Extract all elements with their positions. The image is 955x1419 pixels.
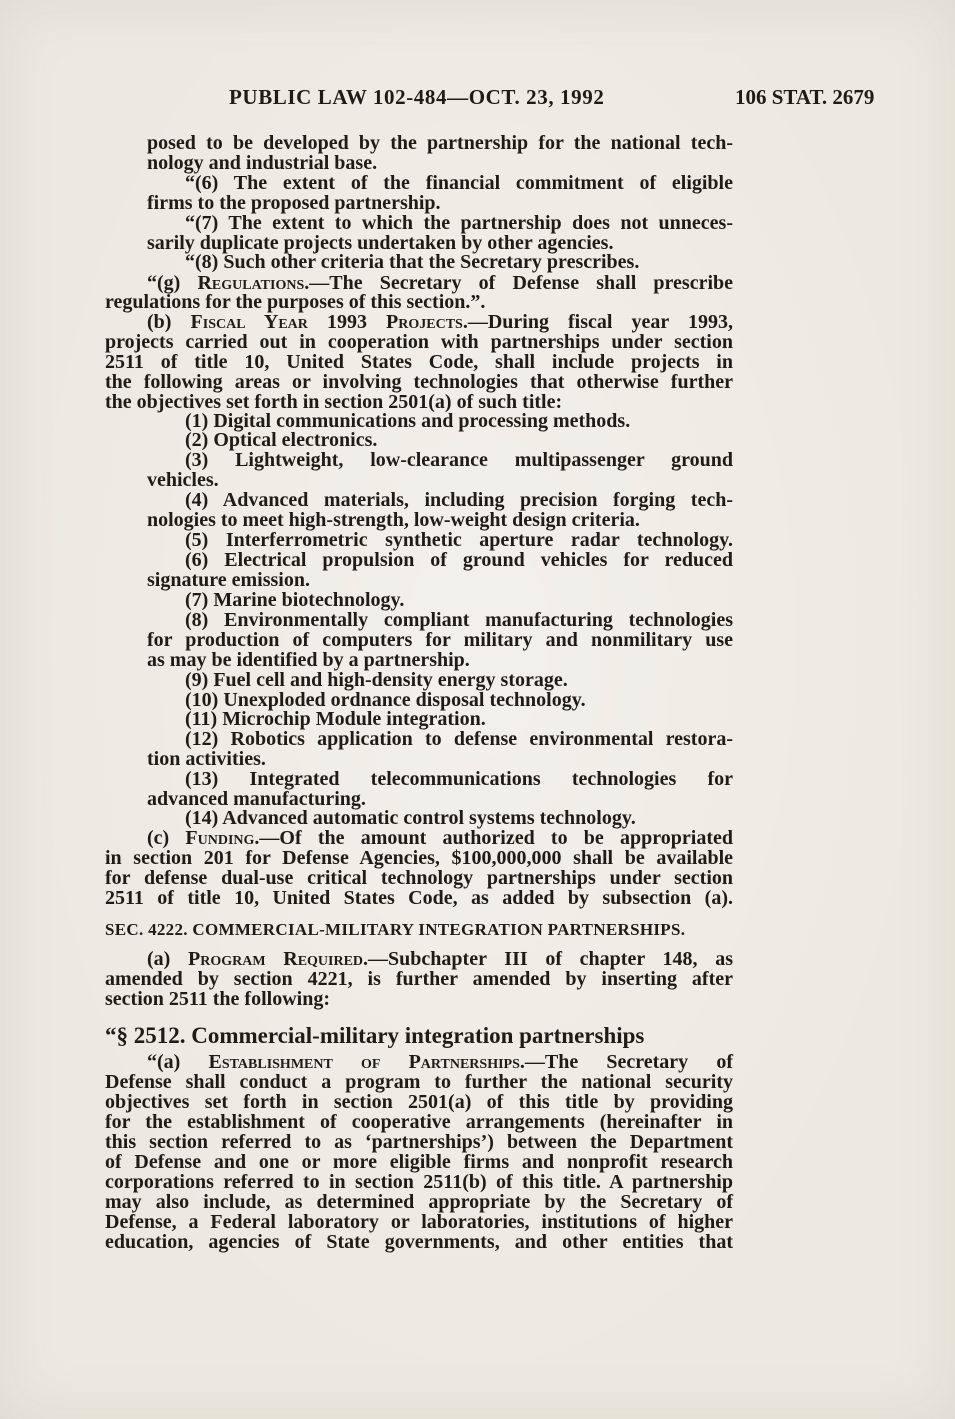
text-line: posed to be developed by the partnership for the national tech- <box>147 132 733 154</box>
text-line: the following areas or involving technologies that otherwise further <box>105 371 733 393</box>
text-line: tion activities. <box>147 748 266 770</box>
text-line: amended by section 4221, is further amended by inserting after <box>105 968 733 990</box>
subsection-heading: Establishment of Partnerships <box>208 1051 520 1073</box>
text-run: .—The Secretary of <box>519 1051 733 1073</box>
text-line: advanced manufacturing. <box>147 788 366 810</box>
text-line <box>147 1052 733 1072</box>
text-line: of Defense and one or more eligible firms and nonprofit research <box>105 1151 733 1173</box>
subsection-designator: “(g) <box>147 272 198 294</box>
text-line <box>147 273 733 293</box>
text-run: .—Subchapter III of chapter 148, as <box>363 948 733 970</box>
text-line: (13) Integrated telecommunications technologies for <box>185 768 733 790</box>
text-line: Defense, a Federal laboratory or laboratories, institutions of higher <box>105 1211 733 1233</box>
text-line: “(8) Such other criteria that the Secretary prescribes. <box>185 251 640 273</box>
text-line: for production of computers for military and nonmilitary use <box>147 629 733 651</box>
text-line: corporations referred to in section 2511(b) of this title. A partnership <box>105 1171 733 1193</box>
text-line: nology and industrial base. <box>147 152 378 174</box>
text-line: 2511 of title 10, United States Code, shall include projects in <box>105 351 733 373</box>
text-line: regulations for the purposes of this section.”. <box>105 291 486 313</box>
subsection-heading: Program Required <box>188 948 364 970</box>
text-line: (5) Interferrometric synthetic aperture radar technology. <box>185 529 733 551</box>
text-line: (7) Marine biotechnology. <box>185 589 405 611</box>
text-line: may also include, as determined appropriate by the Secretary of <box>105 1191 733 1213</box>
text-line: “(6) The extent of the financial commitment of eligible <box>185 172 733 194</box>
text-line: (4) Advanced materials, including precision forging tech- <box>185 489 733 511</box>
subsection-heading: Regulations <box>197 272 305 294</box>
text-line: projects carried out in cooperation with partnerships under section <box>105 331 733 353</box>
subsection-designator: (a) <box>147 948 189 970</box>
text-line: objectives set forth in section 2501(a) of this title by providing <box>105 1091 733 1113</box>
text-line <box>147 312 733 332</box>
text-line: (6) Electrical propulsion of ground vehicles for reduced <box>185 549 733 571</box>
text-line: education, agencies of State governments, and other entities that <box>105 1231 733 1253</box>
subsection-heading: Funding <box>185 827 255 849</box>
text-line: for defense dual-use critical technology partnerships under section <box>105 867 733 889</box>
text-line: (8) Environmentally compliant manufacturing technologies <box>185 609 733 631</box>
text-line: sarily duplicate projects undertaken by other agencies. <box>147 232 614 254</box>
text-line: for the establishment of cooperative arrangements (hereinafter in <box>105 1111 733 1133</box>
section-title: “§ 2512. Commercial-military integration partnerships <box>105 1023 645 1048</box>
text-line <box>147 828 733 848</box>
text-line: (2) Optical electronics. <box>185 429 378 451</box>
text-line: (1) Digital communications and processing methods. <box>185 410 631 432</box>
text-line: in section 201 for Defense Agencies, $100,000,000 shall be available <box>105 847 733 869</box>
text-line: (9) Fuel cell and high-density energy storage. <box>185 669 568 691</box>
text-line: (12) Robotics application to defense environmental restora- <box>185 728 733 750</box>
subsection-designator: (c) <box>147 827 186 849</box>
text-line <box>147 949 733 969</box>
text-line: (3) Lightweight, low-clearance multipassenger ground <box>185 449 733 471</box>
text-run: .—The Secretary of Defense shall prescribe <box>304 272 734 294</box>
text-run: .—Of the amount authorized to be appropriated <box>254 827 733 849</box>
text-line: (11) Microchip Module integration. <box>185 708 486 730</box>
text-line: 2511 of title 10, United States Code, as added by subsection (a). <box>105 887 733 909</box>
subsection-designator: “(a) <box>147 1051 209 1073</box>
page-number: 106 STAT. 2679 <box>735 85 875 109</box>
text-line: nologies to meet high-strength, low-weight design criteria. <box>147 509 640 531</box>
text-line: firms to the proposed partnership. <box>147 192 441 214</box>
text-run: .—During fiscal year 1993, <box>462 311 734 333</box>
subsection-heading: Fiscal Year 1993 Projects <box>190 311 463 333</box>
text-line: Defense shall conduct a program to further the national security <box>105 1071 733 1093</box>
text-line: (14) Advanced automatic control systems technology. <box>185 807 636 829</box>
section-heading: SEC. 4222. COMMERCIAL-MILITARY INTEGRATION PARTNERSHIPS. <box>105 920 686 939</box>
text-line: this section referred to as ‘partnerships’) between the Department <box>105 1131 733 1153</box>
subsection-designator: (b) <box>147 311 191 333</box>
text-line: as may be identified by a partnership. <box>147 649 470 671</box>
running-head: PUBLIC LAW 102-484—OCT. 23, 1992 <box>229 85 605 109</box>
text-line: section 2511 the following: <box>105 988 330 1010</box>
text-line: vehicles. <box>147 469 219 491</box>
text-line: the objectives set forth in section 2501(a) of such title: <box>105 391 563 413</box>
text-line: signature emission. <box>147 569 310 591</box>
text-line: (10) Unexploded ordnance disposal technology. <box>185 689 586 711</box>
text-line: “(7) The extent to which the partnership does not unneces- <box>185 212 733 234</box>
